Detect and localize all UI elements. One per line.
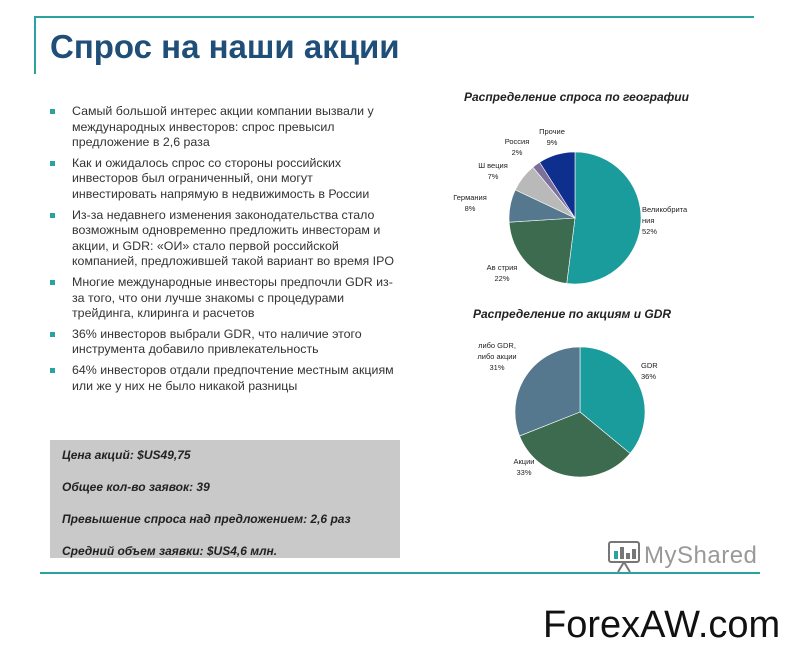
pie-slice-label: Ав стрия 22%	[486, 263, 518, 283]
pie-slice-label: Акции 33%	[513, 457, 535, 477]
pie-slice	[567, 152, 641, 284]
bullet-list	[48, 104, 398, 399]
geography-pie-chart	[440, 120, 740, 300]
pie-slice-label: Великобрита ния 52%	[642, 205, 688, 236]
pie-slice	[509, 218, 575, 283]
pie-slice-label: Германия 8%	[453, 193, 487, 213]
slide-title: Спрос на наши акции	[50, 28, 400, 65]
info-average-order: Средний объем заявки: $US4,6 млн.	[62, 544, 278, 558]
pie-slice-label: Ш веция 7%	[478, 161, 508, 181]
bullet-text: Из-за недавнего изменения законодательства стало возможным одновременно предложить инвесторам и акции, и GDR: «ОИ» стало первой российской компанией, предложившей такой вариант во время IPO	[72, 207, 394, 269]
bullet-marker	[50, 332, 55, 337]
bullet-text: 36% инвесторов выбрали GDR, что наличие этого инструмента добавило привлекательность	[72, 326, 362, 357]
bullet-marker	[50, 280, 55, 285]
pie-slice-label: Россия 2%	[504, 137, 530, 157]
bullet-item	[48, 208, 398, 270]
pie-slice-label: либо GDR, либо акции 31%	[477, 341, 517, 372]
forexaw-watermark: ForexAW.com	[543, 604, 781, 646]
pie-slice-label: GDR 36%	[641, 361, 658, 381]
info-total-orders: Общее кол-во заявок: 39	[62, 480, 210, 494]
side-rule	[34, 16, 36, 74]
bullet-marker	[50, 161, 55, 166]
bullet-marker	[50, 368, 55, 373]
bullet-item	[48, 156, 398, 203]
myshared-logo-icon	[608, 540, 640, 574]
bullet-item	[48, 104, 398, 151]
bullet-marker	[50, 213, 55, 218]
bullet-text: Многие международные инвесторы предпочли GDR из-за того, что они лучше знакомы с процедурами трейдинга, клиринга и расчетов	[72, 274, 393, 321]
bottom-rule	[40, 572, 760, 574]
info-box	[50, 440, 400, 558]
top-rule	[34, 16, 754, 18]
bullet-item	[48, 327, 398, 358]
bullet-marker	[50, 109, 55, 114]
myshared-logo-text: MyShared	[644, 542, 758, 569]
pie-slice-label: Прочие 9%	[539, 127, 565, 147]
chart-title-geography: Распределение спроса по географии	[464, 90, 689, 104]
info-oversubscription: Превышение спроса над предложением: 2,6 раз	[62, 512, 351, 526]
bullet-text: Как и ожидалось спрос со стороны российских инвесторов был ограниченный, они могут инвестировать напрямую в недвижимость в России	[72, 155, 370, 201]
info-share-price: Цена акций: $US49,75	[62, 448, 191, 462]
bullet-text: Самый большой интерес акции компании вызвали у международных инвесторов: спрос превысил предложение в 2,6 раза	[72, 104, 374, 150]
myshared-logo	[608, 540, 758, 579]
bullet-item	[48, 275, 398, 322]
bullet-item	[48, 363, 398, 394]
bullet-text: 64% инвесторов отдали предпочтение местным акциям или же у них не было никакой разницы	[72, 362, 394, 393]
instruments-pie-chart	[440, 330, 740, 490]
chart-title-instruments: Распределение по акциям и GDR	[473, 307, 672, 321]
